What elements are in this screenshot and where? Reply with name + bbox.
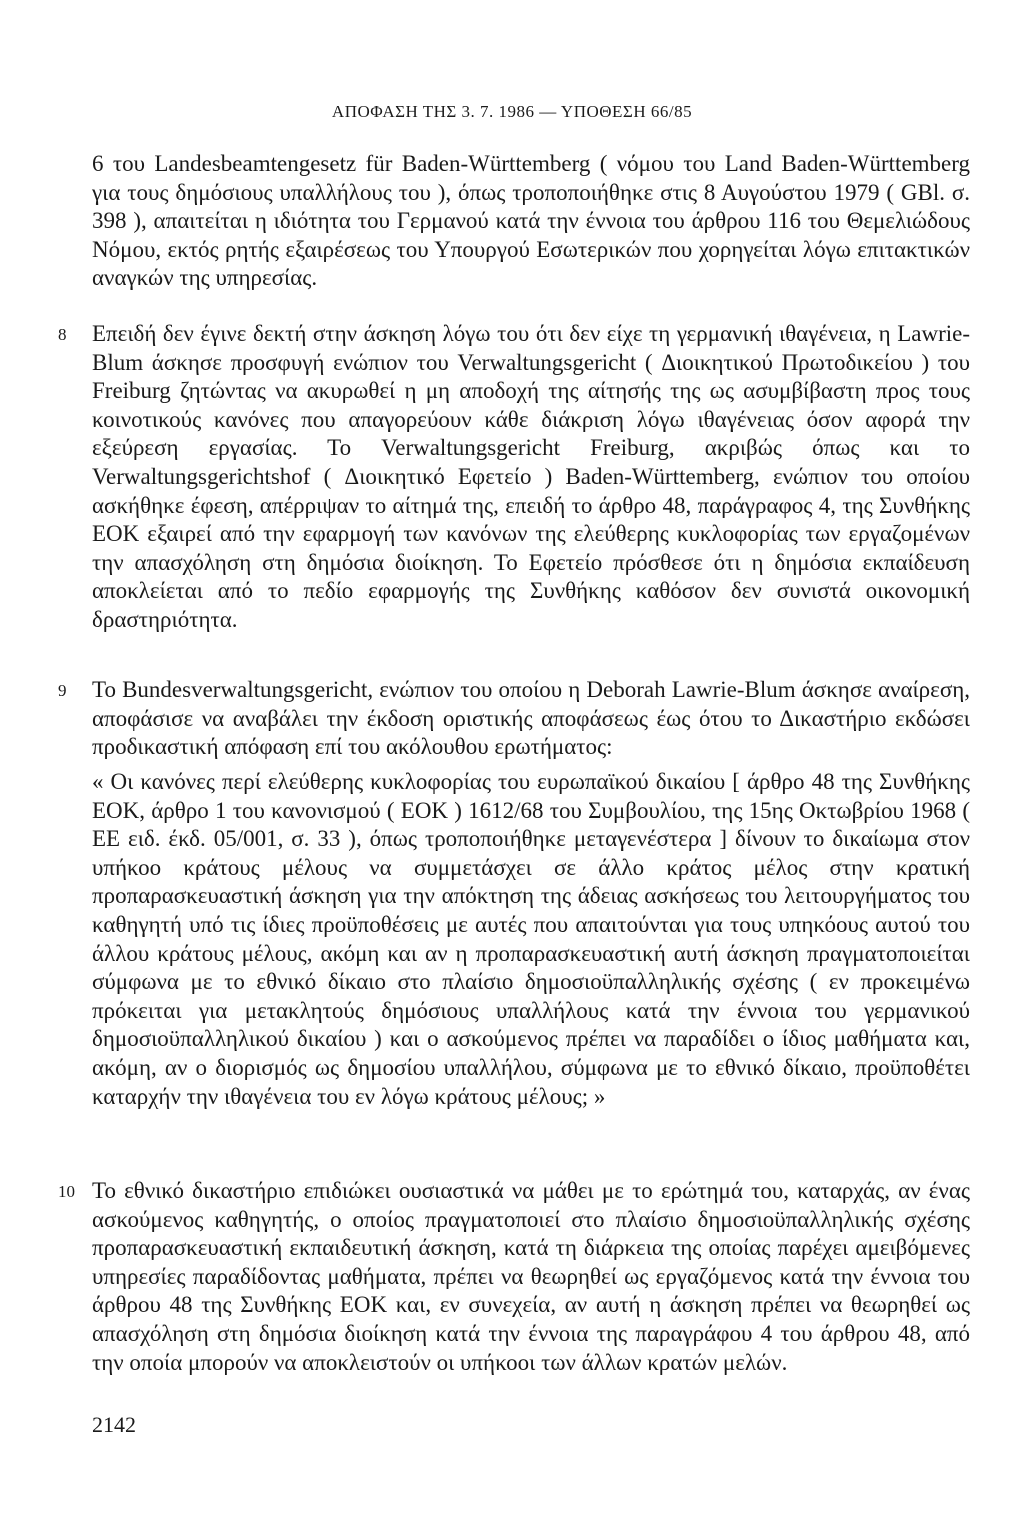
paragraph-number-9: 9 xyxy=(58,681,67,700)
paragraph-continuation xyxy=(92,150,970,293)
paragraph-9 xyxy=(92,676,970,762)
paragraph-text: Το Bundesverwaltungsgericht, ενώπιον του οποίου η Deborah Lawrie-Blum άσκησε αναίρεση, αποφάσισε να αναβάλει την έκδοση οριστικής αποφάσεως έως ότου το Δικαστήριο εκδώσει προδικαστική απόφαση επί του ακόλουθου ερωτήματος: xyxy=(92,677,970,760)
paragraph-text: Επειδή δεν έγινε δεκτή στην άσκηση λόγω του ότι δεν είχε τη γερμανική ιθαγένεια, η Lawrie-Blum άσκησε προσφυγή ενώπιον του Verwaltungsgericht ( Διοικητικού Πρωτοδικείου ) του Freiburg ζητώντας να ακυρωθεί η μη αποδοχή της αίτησής της ως ασυμβίβαστη προς τους κοινοτικούς κανόνες που απαγορεύουν κάθε διάκριση λόγω ιθαγένειας όσον αφορά την εξεύρεση εργασίας. Το Verwaltungsgericht Freiburg, ακριβώς όπως και το Verwaltungsgerichtshof ( Διοικητικό Εφετείο ) Baden-Württemberg, ενώπιον του οποίου ασκήθηκε έφεση, απέρριψαν το αίτημά της, επειδή το άρθρο 48, παράγραφος 4, της Συνθήκης ΕΟΚ εξαιρεί από την εφαρμογή των κανόνων της ελεύθερης κυκλοφορίας των εργαζομένων την απασχόληση στη δημόσια διοίκηση. Το Εφετείο πρόσθεσε ότι η δημόσια εκπαίδευση αποκλείεται από το πεδίο εφαρμογής της Συνθήκης καθόσον δεν συνιστά οικονομική δραστηριότητα. xyxy=(92,321,970,632)
paragraph-8 xyxy=(92,320,970,635)
paragraph-10 xyxy=(92,1177,970,1377)
paragraph-text: 6 του Landesbeamtengesetz für Baden-Württemberg ( νόμου του Land Baden-Württemberg για τους δημόσιους υπαλλήλους του ), όπως τροποποιήθηκε στις 8 Αυγούστου 1979 ( GBl. σ. 398 ), απαιτείται η ιδιότητα του Γερμανού κατά την έννοια του άρθρου 116 του Θεμελιώδους Νόμου, εκτός ρητής εξαιρέσεως του Υπουργού Εσωτερικών που χορηγείται λόγω επιτακτικών αναγκών της υπηρεσίας. xyxy=(92,151,970,291)
page-number: 2142 xyxy=(92,1412,136,1437)
paragraph-text: Το εθνικό δικαστήριο επιδιώκει ουσιαστικά να μάθει με το ερώτημά του, καταρχάς, αν ένας ασκούμενος καθηγητής, ο οποίος πραγματοποιεί στο πλαίσιο δημοσιοϋπαλληλικής σχέσης προπαρασκευαστική εκπαιδευτική άσκηση, κατά τη διάρκεια της οποίας παρέχει αμειβόμενες υπηρεσίες παραδίδοντας μαθήματα, πρέπει να θεωρηθεί ως εργαζόμενος κατά την έννοια του άρθρου 48 της Συνθήκης ΕΟΚ και, εν συνεχεία, αν αυτή η άσκηση πρέπει να θεωρηθεί ως απασχόληση στη δημόσια διοίκηση κατά την έννοια της παραγράφου 4 του άρθρου 48, από την οποία μπορούν να αποκλειστούν οι υπήκοοι των άλλων κρατών μελών. xyxy=(92,1178,970,1375)
preliminary-question-quote: « Οι κανόνες περί ελεύθερης κυκλοφορίας του ευρωπαϊκού δικαίου [ άρθρο 48 της Συνθήκης ΕΟΚ, άρθρο 1 του κανονισμού ( ΕΟΚ ) 1612/68 του Συμβουλίου, της 15ης Οκτωβρίου 1968 ( ΕΕ ειδ. έκδ. 05/001, σ. 33 ), όπως τροποποιήθηκε μεταγενέστερα ] δίνουν το δικαίωμα στον υπήκοο κράτους μέλους να συμμετάσχει σε άλλο κράτος μέλος στην κρατική προπαρασκευαστική άσκηση για την απόκτηση της άδειας ασκήσεως του λειτουργήματος του καθηγητή υπό τις ίδιες προϋποθέσεις με αυτές που απαιτούνται για τους υπηκόους αυτού του άλλου κράτους μέλους, ακόμη και αν η προπαρασκευαστική αυτή άσκηση πραγματοποιείται σύμφωνα με το εθνικό δίκαιο στο πλαίσιο δημοσιοϋπαλληλικής σχέσης ( εν προκειμένω πρόκειται για μετακλητούς δημόσιους υπαλλήλους κατά την έννοια του γερμανικού δημοσιοϋπαλληλικού δικαίου ) και ο ασκούμενος πρέπει να παραδίδει ο ίδιος μαθήματα και, ακόμη, αν ο διορισμός ως δημοσίου υπαλλήλου, σύμφωνα με το εθνικό δίκαιο, προϋποθέτει καταρχήν την ιθαγένεια του εν λόγω κράτους μέλους; » xyxy=(92,769,970,1109)
paragraph-number-8: 8 xyxy=(58,325,67,344)
running-header: ΑΠΟΦΑΣΗ ΤΗΣ 3. 7. 1986 — ΥΠΟΘΕΣΗ 66/85 xyxy=(331,102,693,121)
paragraph-number-10: 10 xyxy=(58,1182,75,1201)
